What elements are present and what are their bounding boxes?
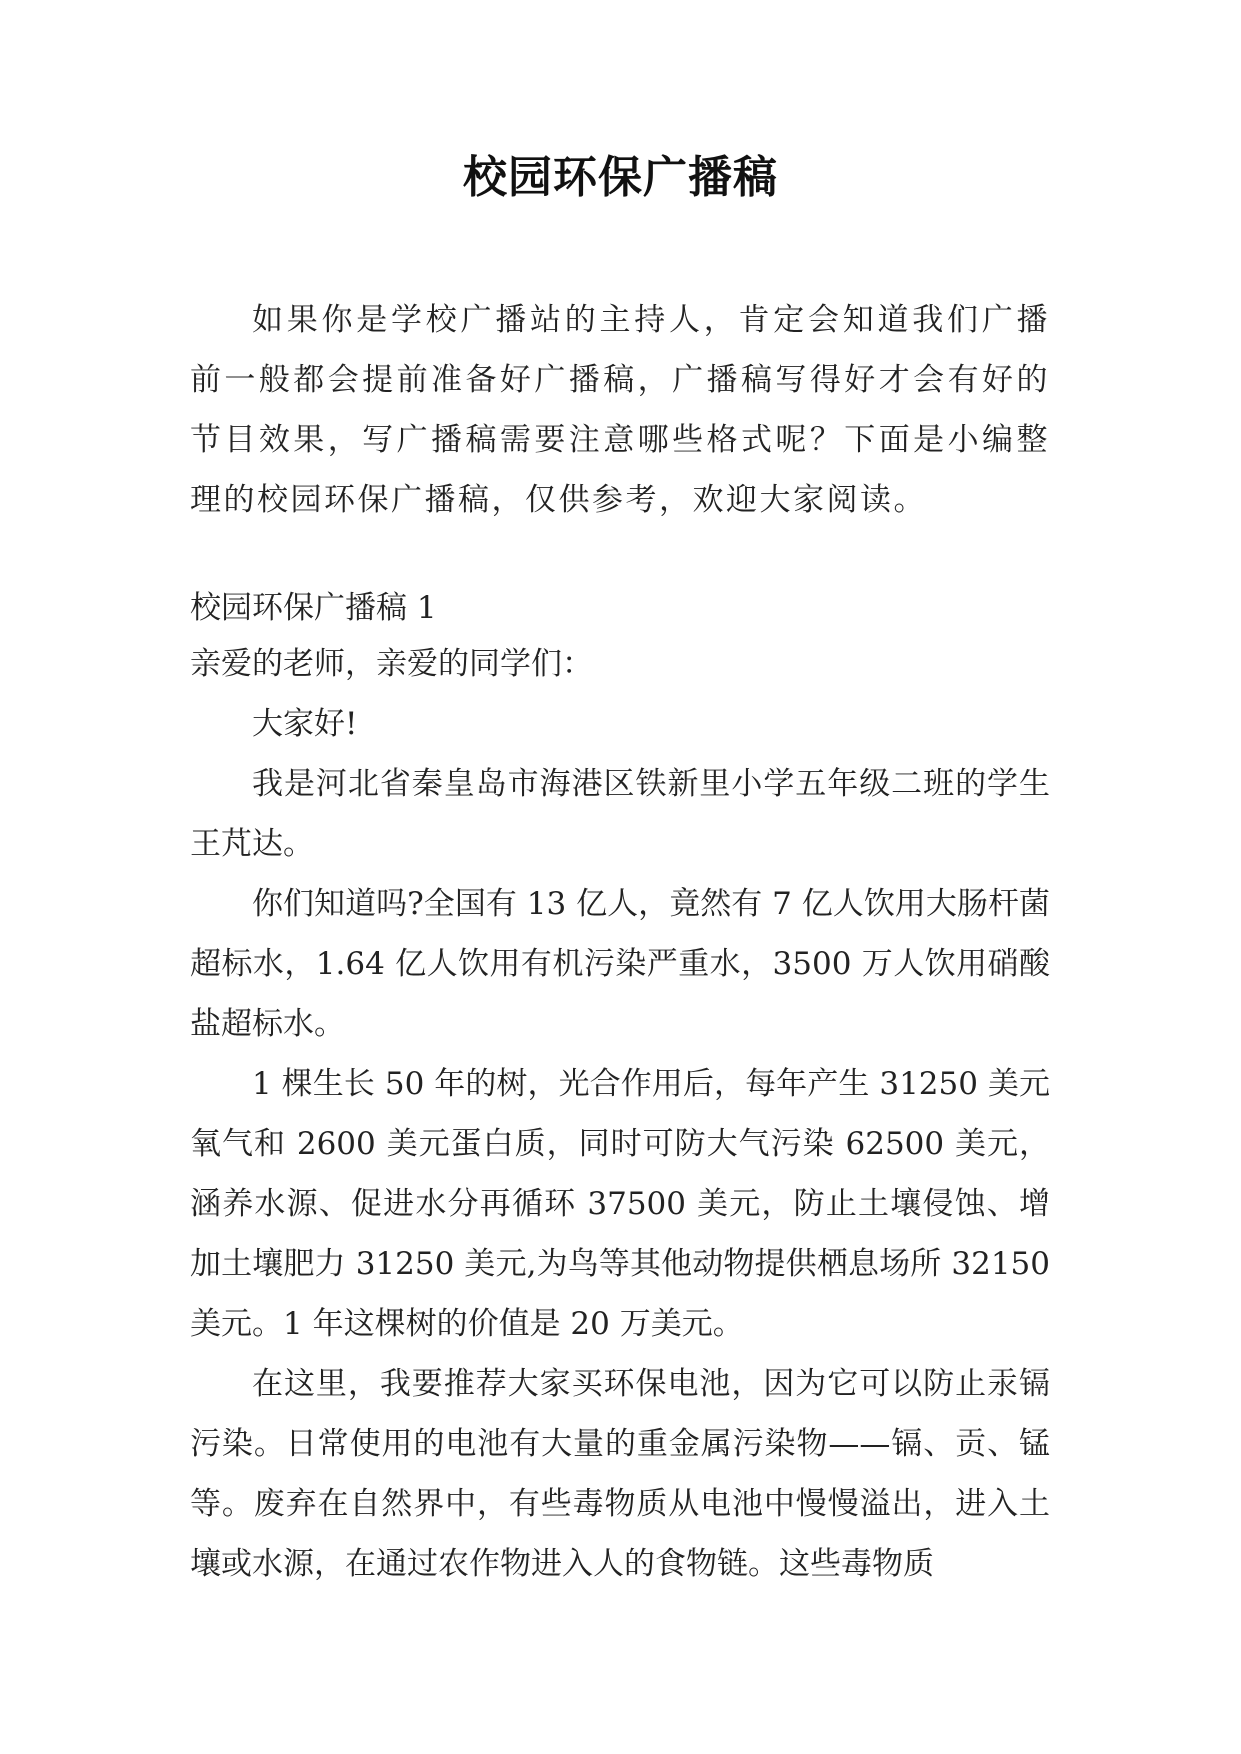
body-paragraph-2: 你们知道吗?全国有 13 亿人，竟然有 7 亿人饮用大肠杆菌超标水，1.64 亿人饮用有机污染严重水，3500 万人饮用硝酸盐超标水。 — [190, 886, 1050, 1042]
document-title: 校园环保广播稿 — [463, 152, 778, 203]
spacer — [190, 530, 1050, 582]
body-paragraph-3: 1 棵生长 50 年的树，光合作用后，每年产生 31250 美元氧气和 2600 美元蛋白质，同时可防大气污染 62500 美元，涵养水源、促进水分再循环 37500 美元，防止土壤侵蚀、增加土壤肥力 31250 美元,为鸟等其他动物提供栖息场所 32150 美元。1 年这棵树的价值是 20 万美元。 — [190, 1066, 1050, 1342]
document-body — [190, 290, 1050, 1594]
section-heading: 校园环保广播稿 1 — [190, 590, 437, 626]
intro-paragraph: 如果你是学校广播站的主持人，肯定会知道我们广播前一般都会提前准备好广播稿，广播稿写得好才会有好的节目效果，写广播稿需要注意哪些格式呢？下面是小编整理的校园环保广播稿，仅供参考，欢迎大家阅读。 — [190, 302, 1050, 518]
body-paragraph-4: 在这里，我要推荐大家买环保电池，因为它可以防止汞镉污染。日常使用的电池有大量的重金属污染物——镉、贡、锰等。废弃在自然界中，有些毒物质从电池中慢慢溢出，进入土壤或水源，在通过农作物进入人的食物链。这些毒物质 — [190, 1366, 1050, 1582]
body-paragraph-1: 我是河北省秦皇岛市海港区铁新里小学五年级二班的学生王芃达。 — [190, 766, 1050, 862]
salutation: 亲爱的老师，亲爱的同学们： — [190, 646, 593, 682]
greeting: 大家好! — [252, 706, 358, 742]
